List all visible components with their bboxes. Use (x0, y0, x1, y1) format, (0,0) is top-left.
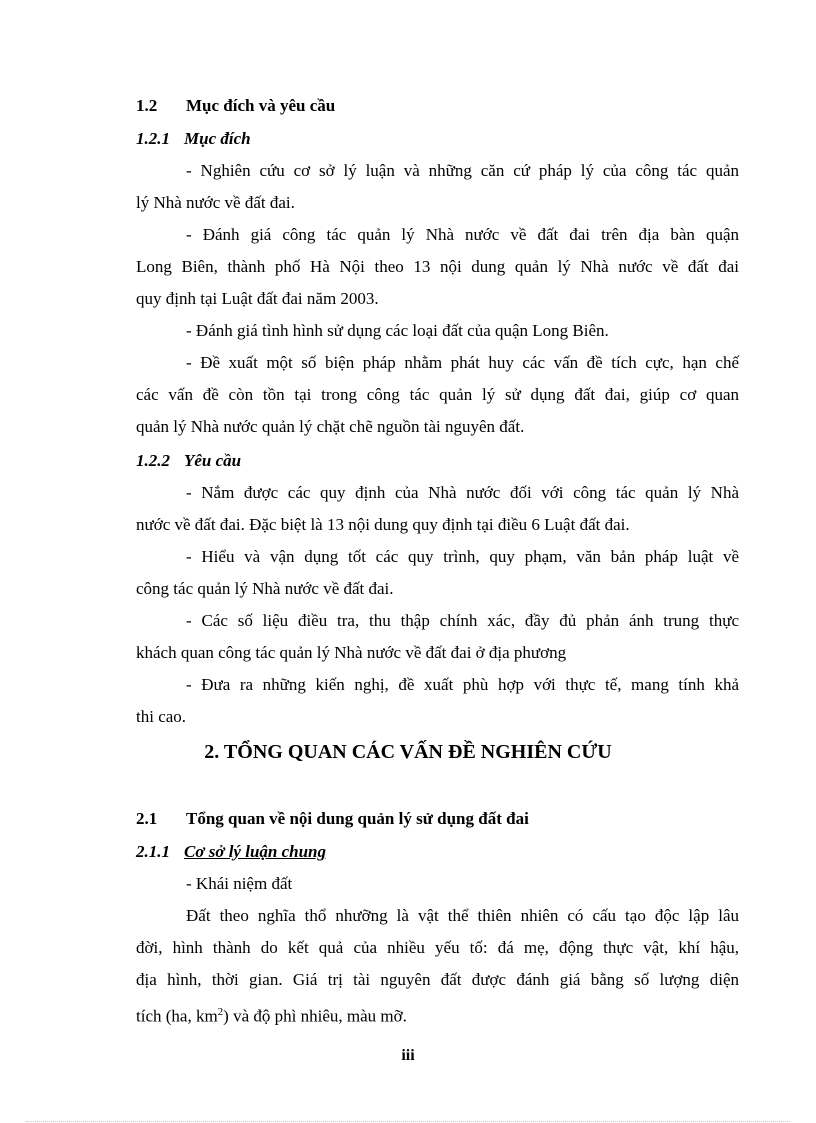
paragraph-line: - Khái niệm đất (186, 874, 293, 893)
paragraph-line: địa hình, thời gian. Giá trị tài nguyên đất được đánh giá bằng số lượng diện (136, 970, 739, 989)
section-number: 1.2.1 (136, 129, 170, 148)
paragraph-line: các vấn đề còn tồn tại trong công tác quản lý sử dụng đất đai, giúp cơ quan (136, 385, 739, 404)
chapter-heading: 2. TỔNG QUAN CÁC VẤN ĐỀ NGHIÊN CỨU (204, 741, 612, 763)
section-heading-2-1-1 (136, 842, 326, 862)
section-heading-2-1 (136, 809, 529, 829)
section-heading-1-2 (136, 96, 335, 116)
section-title: Mục đích và yêu cầu (186, 96, 336, 115)
section-heading-1-2-2 (136, 451, 241, 471)
paragraph-line: quản lý Nhà nước quản lý chặt chẽ nguồn tài nguyên đất. (136, 417, 525, 436)
paragraph-line: - Đánh giá công tác quản lý Nhà nước về đất đai trên địa bàn quận (186, 225, 739, 244)
section-number: 2.1 (136, 809, 158, 828)
section-heading-1-2-1 (136, 129, 251, 149)
page-number: iii (401, 1047, 415, 1064)
paragraph-line: thi cao. (136, 707, 187, 726)
paragraph-line: - Các số liệu điều tra, thu thập chính xác, đầy đủ phản ánh trung thực (186, 611, 739, 630)
paragraph-line: khách quan công tác quản lý Nhà nước về đất đai ở địa phương (136, 643, 567, 662)
paragraph-line (136, 1002, 407, 1027)
paragraph-line: Đất theo nghĩa thổ nhưỡng là vật thể thiên nhiên có cấu tạo độc lập lâu (186, 906, 739, 925)
page-bottom-divider (26, 1121, 790, 1122)
section-title: Tổng quan về nội dung quản lý sử dụng đất đai (186, 809, 529, 828)
paragraph-line: đời, hình thành do kết quả của nhiều yếu tố: đá mẹ, động thực vật, khí hậu, (136, 938, 739, 957)
paragraph-line: Long Biên, thành phố Hà Nội theo 13 nội dung quản lý Nhà nước về đất đai (136, 257, 739, 276)
section-number: 1.2 (136, 96, 158, 115)
paragraph-line: quy định tại Luật đất đai năm 2003. (136, 289, 379, 308)
paragraph-line: - Đánh giá tình hình sử dụng các loại đất của quận Long Biên. (186, 321, 609, 340)
paragraph-line: công tác quản lý Nhà nước về đất đai. (136, 579, 394, 598)
paragraph-line: - Nắm được các quy định của Nhà nước đối với công tác quản lý Nhà (186, 483, 739, 502)
paragraph-line: lý Nhà nước về đất đai. (136, 193, 295, 212)
section-number: 2.1.1 (136, 842, 170, 861)
paragraph-line: nước về đất đai. Đặc biệt là 13 nội dung quy định tại điều 6 Luật đất đai. (136, 515, 630, 534)
section-title: Yêu cầu (184, 451, 242, 470)
paragraph-line: - Đưa ra những kiến nghị, đề xuất phù hợp với thực tế, mang tính khả (186, 675, 739, 694)
paragraph-line: - Nghiên cứu cơ sở lý luận và những căn cứ pháp lý của công tác quản (186, 161, 739, 180)
paragraph-line: - Đề xuất một số biện pháp nhằm phát huy các vấn đề tích cực, hạn chế (186, 353, 739, 372)
text-run: ) và độ phì nhiêu, màu mỡ. (223, 1006, 407, 1026)
paragraph-line: - Hiểu và vận dụng tốt các quy trình, quy phạm, văn bản pháp luật về (186, 547, 739, 566)
section-title: Cơ sở lý luận chung (184, 842, 327, 861)
section-title: Mục đích (184, 129, 251, 148)
section-number: 1.2.2 (136, 451, 170, 470)
text-run: tích (ha, km (136, 1006, 218, 1026)
superscript: 2 (217, 1006, 224, 1018)
